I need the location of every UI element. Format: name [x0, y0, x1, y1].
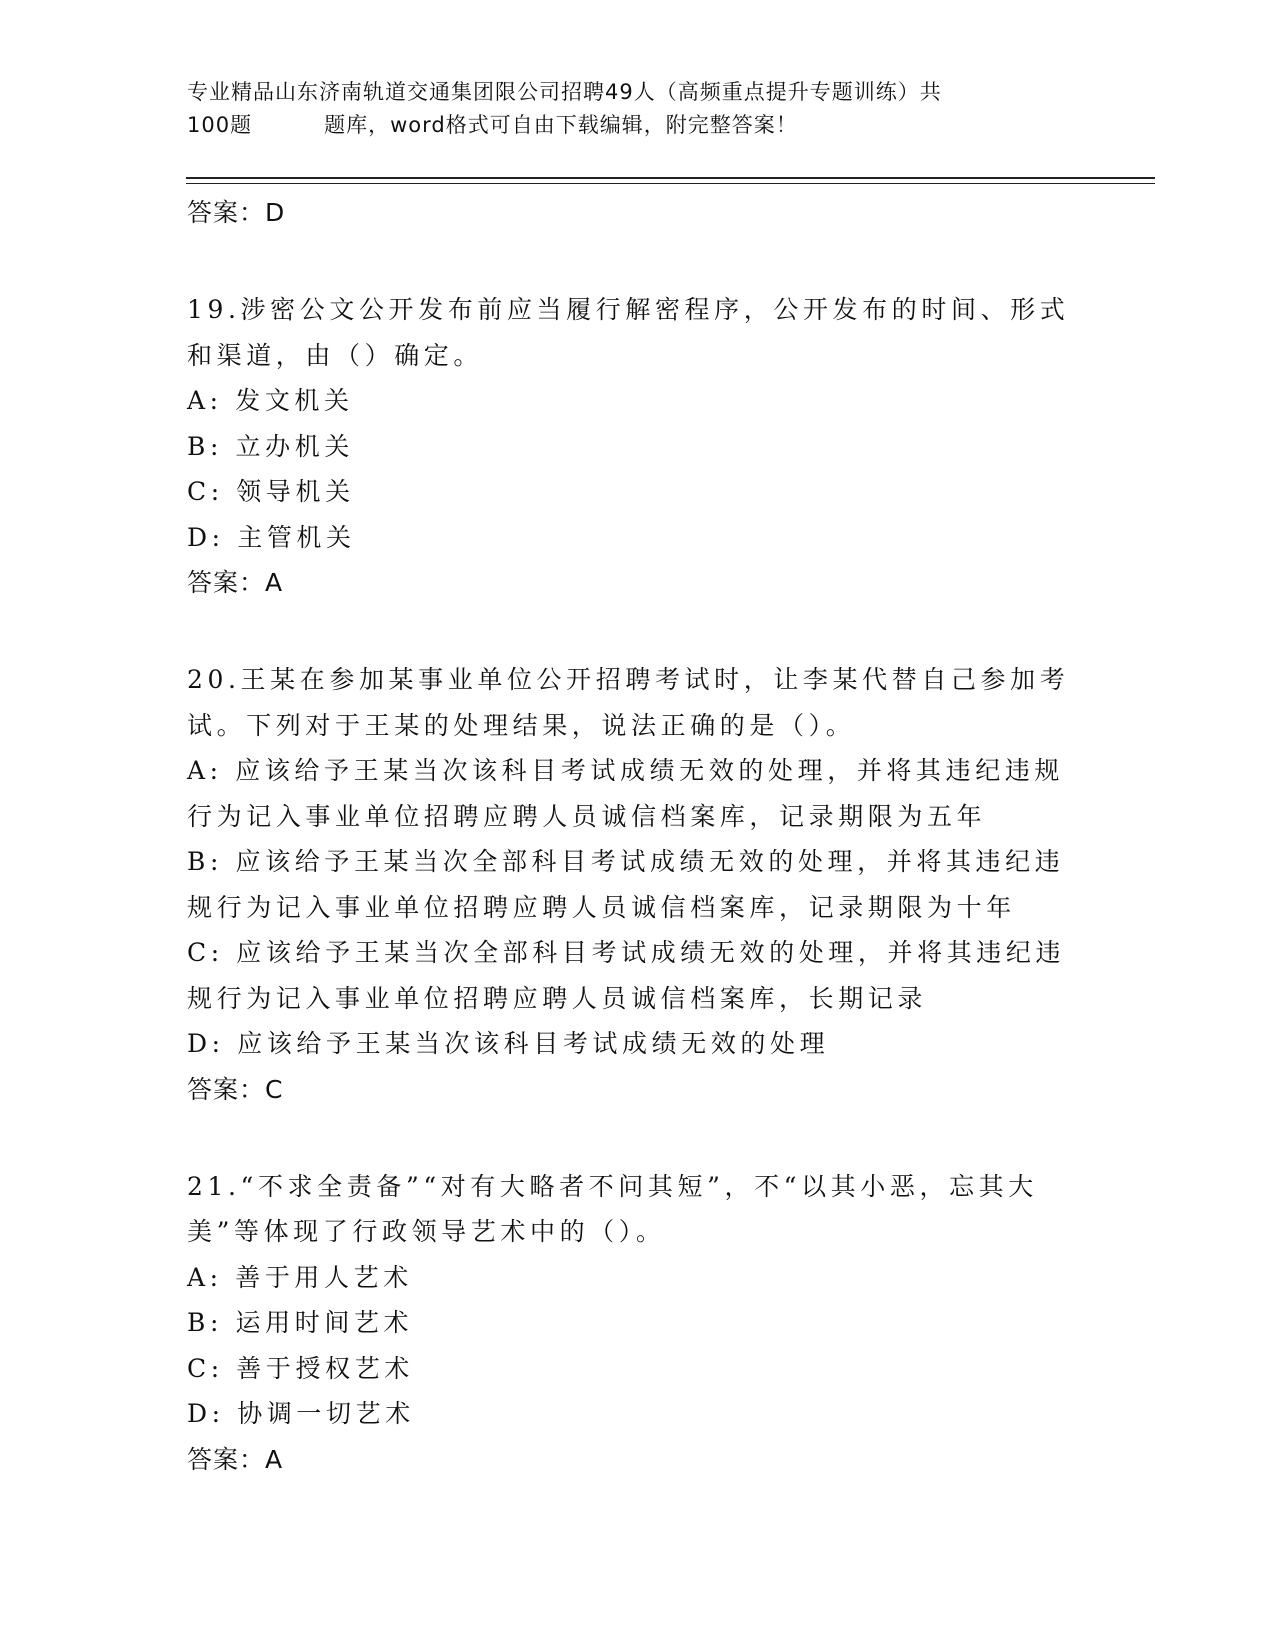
answer: 答案：A [187, 1444, 284, 1474]
option-c: C: 善于授权艺术 [187, 1353, 414, 1383]
question-text: 19.涉密公文公开发布前应当履行解密程序，公开发布的时间、形式和渠道，由（）确定。 [187, 295, 1070, 370]
option-a: A: 应该给予王某当次该科目考试成绩无效的处理，并将其违纪违规行为记入事业单位招聘应聘人员诚信档案库，记录期限为五年 [187, 756, 1065, 831]
document-header [187, 76, 1087, 142]
option-c: C: 应该给予王某当次全部科目考试成绩无效的处理，并将其违纪违规行为记入事业单位招聘应聘人员诚信档案库，长期记录 [187, 938, 1066, 1013]
header-divider-thin [186, 183, 1155, 184]
option-d: D: 应该给予王某当次该科目考试成绩无效的处理 [187, 1029, 830, 1058]
header-line-2 [187, 109, 1087, 142]
header-line-2-left: 100题 [187, 113, 253, 137]
question-19 [187, 287, 1087, 605]
answer: 答案：A [187, 568, 284, 597]
option-a: A: 善于用人艺术 [187, 1262, 413, 1292]
option-a: A: 发文机关 [187, 386, 354, 415]
option-c: C: 领导机关 [187, 477, 355, 506]
option-d: D: 协调一切艺术 [187, 1399, 415, 1428]
option-b: B: 应该给予王某当次全部科目考试成绩无效的处理，并将其违纪违规行为记入事业单位招聘应聘人员诚信档案库，记录期限为十年 [187, 847, 1065, 922]
header-divider [186, 177, 1155, 179]
option-b: B: 运用时间艺术 [187, 1308, 414, 1337]
question-20 [187, 657, 1087, 1112]
previous-answer: 答案：D [187, 198, 286, 227]
option-b: B: 立办机关 [187, 431, 354, 461]
question-21 [187, 1164, 1087, 1482]
question-text: 21.“不求全责备”“对有大略者不问其短”，不“以其小恶，忘其大美”等体现了行政领导艺术中的（）。 [187, 1171, 1038, 1246]
question-text: 20.王某在参加某事业单位公开招聘考试时，让李某代替自己参加考试。下列对于王某的处理结果，说法正确的是（）。 [187, 665, 1070, 740]
answer: 答案：C [187, 1074, 284, 1104]
question-list [187, 190, 1087, 1482]
option-d: D: 主管机关 [187, 522, 356, 552]
header-line-2-right: 题库，word格式可自由下载编辑，附完整答案！ [324, 113, 798, 137]
header-line-1: 专业精品山东济南轨道交通集团限公司招聘49人（高频重点提升专题训练）共 [187, 80, 942, 104]
